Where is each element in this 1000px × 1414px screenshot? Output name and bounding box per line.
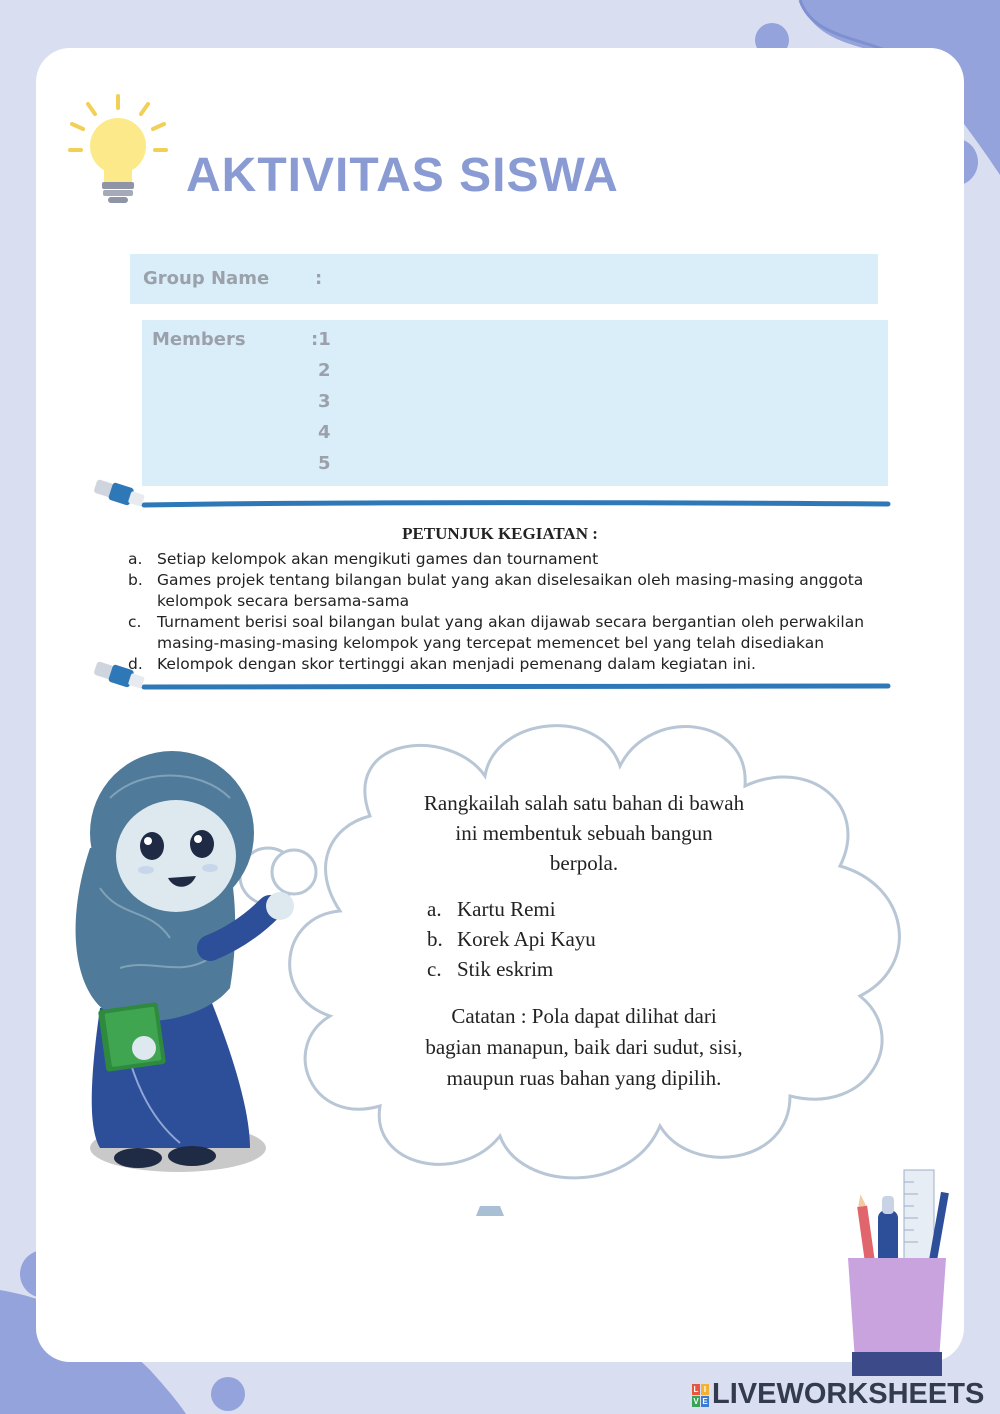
page-title: AKTIVITAS SISWA <box>186 149 619 202</box>
lightbulb-icon <box>66 94 170 210</box>
pencil-cup-illustration <box>842 1166 952 1386</box>
instruction-item <box>0 612 1000 654</box>
glue-divider-top <box>88 476 892 516</box>
instruction-item <box>0 654 1000 675</box>
members-field[interactable] <box>142 320 888 486</box>
cloud-note-line: bagian manapun, baik dari sudut, sisi, <box>425 1035 743 1059</box>
instruction-item <box>0 549 1000 570</box>
member-number: :1 <box>311 329 331 350</box>
member-number: 2 <box>318 360 331 381</box>
instruction-letter: d. <box>128 655 143 673</box>
instruction-text: kelompok secara bersama-sama <box>157 592 410 610</box>
member-number: 5 <box>318 453 331 474</box>
liveworksheets-text: LIVEWORKSHEETS <box>712 1378 985 1410</box>
cloud-options <box>427 894 727 984</box>
option-text: Stik eskrim <box>457 957 554 981</box>
option-letter: b. <box>427 927 443 951</box>
instruction-letter: b. <box>128 571 143 589</box>
instruction-item <box>0 570 1000 612</box>
badge-letter: V <box>693 1397 699 1406</box>
instruction-text: masing-masing-masing kelompok yang tercepat memencet bel yang telah disediakan <box>157 634 825 652</box>
option-item <box>427 894 727 924</box>
option-letter: a. <box>427 897 442 921</box>
group-name-label: Group Name <box>143 268 270 289</box>
member-number: 3 <box>318 391 331 412</box>
cloud-prompt-line: Rangkailah salah satu bahan di bawah <box>423 791 745 815</box>
liveworksheets-badge <box>692 1384 710 1408</box>
student-character-illustration <box>60 748 310 1180</box>
badge-letter: L <box>693 1385 699 1394</box>
option-item <box>427 954 727 984</box>
cloud-prompt <box>360 788 808 878</box>
member-number: 4 <box>318 422 331 443</box>
cloud-note <box>360 1001 808 1094</box>
badge-letter: E <box>702 1397 708 1406</box>
cloud-note-line: maupun ruas bahan yang dipilih. <box>446 1066 722 1090</box>
liveworksheets-logo <box>692 1378 992 1412</box>
circle-decoration <box>211 1377 245 1411</box>
members-label: Members <box>152 329 246 350</box>
badge-letter: I <box>701 1384 709 1395</box>
instruction-text: Setiap kelompok akan mengikuti games dan tournament <box>157 550 599 568</box>
option-letter: c. <box>427 957 442 981</box>
small-marker <box>470 1204 510 1218</box>
cloud-prompt-line: ini membentuk sebuah bangun <box>455 821 713 845</box>
instruction-letter: a. <box>128 550 143 568</box>
cloud-note-line: Catatan : Pola dapat dilihat dari <box>451 1004 717 1028</box>
instruction-letter: c. <box>128 613 142 631</box>
instruction-text: Games projek tentang bilangan bulat yang akan diselesaikan oleh masing-masing anggota <box>157 571 864 589</box>
instruction-text: Kelompok dengan skor tertinggi akan menjadi pemenang dalam kegiatan ini. <box>157 655 756 673</box>
group-name-colon: : <box>315 268 323 289</box>
option-item <box>427 924 727 954</box>
cloud-prompt-line: berpola. <box>549 851 619 875</box>
instructions-list <box>0 549 1000 679</box>
instructions-title: PETUNJUK KEGIATAN : <box>402 524 598 543</box>
option-text: Kartu Remi <box>457 897 556 921</box>
instruction-text: Turnament berisi soal bilangan bulat yang akan dijawab secara bergantian oleh perwakilan <box>157 613 865 631</box>
option-text: Korek Api Kayu <box>457 927 596 951</box>
